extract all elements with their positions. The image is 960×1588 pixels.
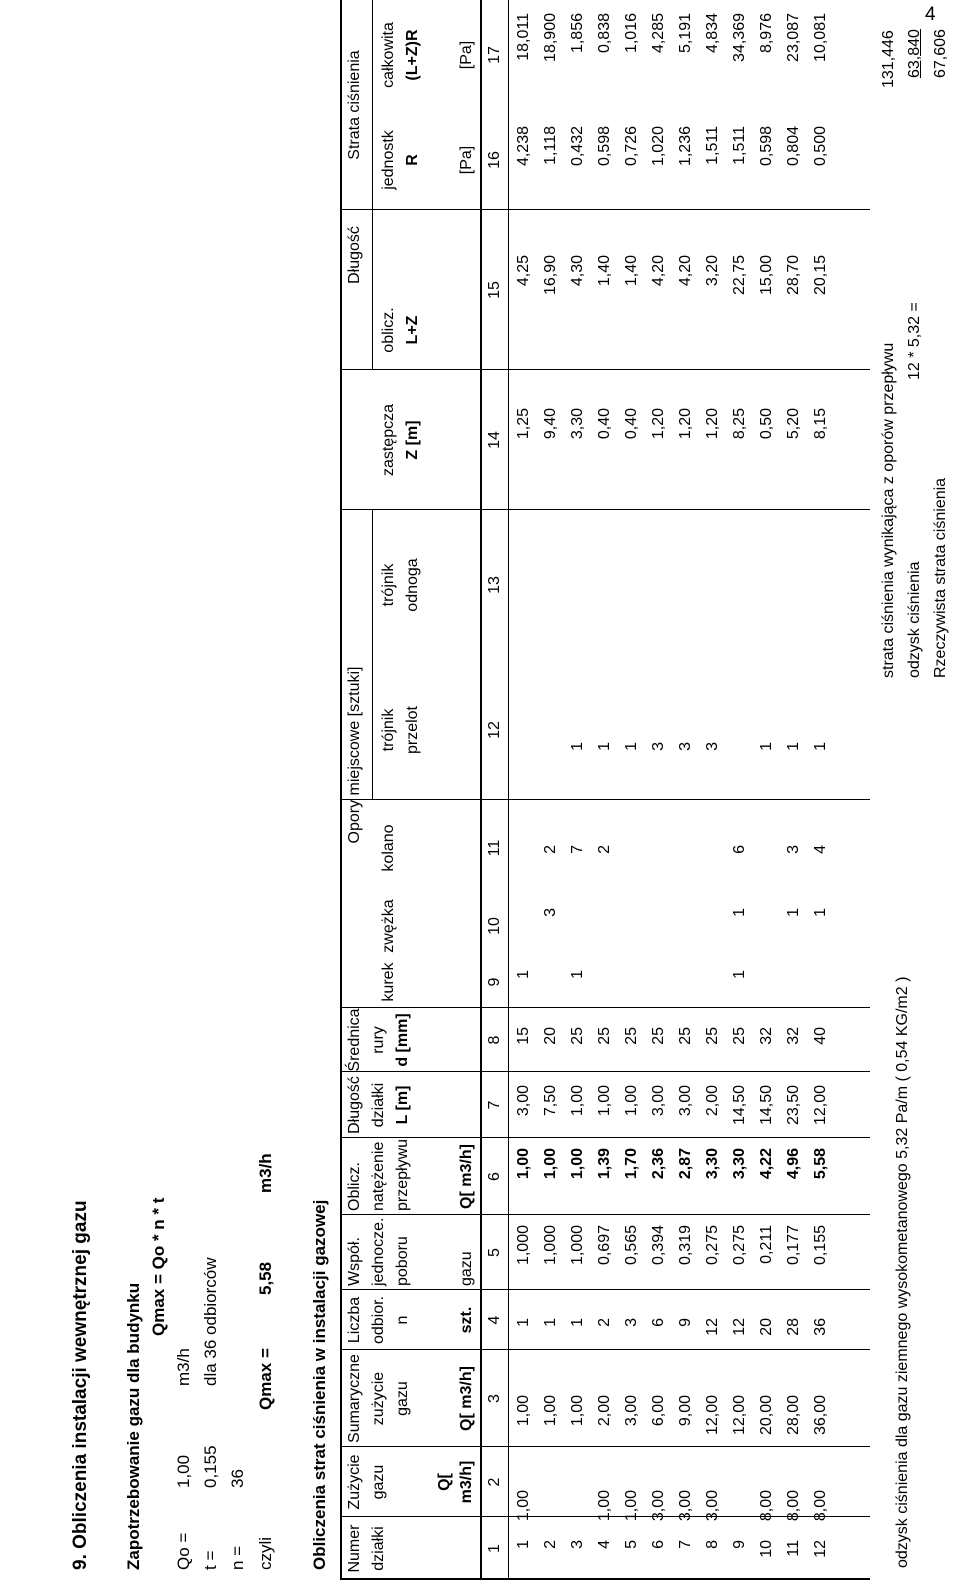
page-number: 4: [925, 4, 936, 25]
table-cell: 25: [677, 1027, 694, 1045]
table-cell: 12: [812, 1540, 829, 1558]
table-cell: 3: [677, 742, 694, 751]
table-cell: 15,00: [758, 255, 775, 296]
column-number-16: 16: [486, 151, 503, 169]
column-number-17: 17: [486, 46, 503, 64]
losses-table: [340, 0, 870, 1580]
table-cell: 16,90: [542, 255, 559, 296]
table-cell: 2,36: [650, 1148, 667, 1180]
table-cell: 36,00: [812, 1395, 829, 1436]
hdr-zuzycie-unit: m3/h]: [458, 1460, 475, 1504]
table-cell: 15: [515, 1027, 532, 1045]
hdr-L: L [m]: [394, 1085, 411, 1125]
table-cell: 1,70: [623, 1148, 640, 1180]
table-cell: 9,40: [542, 408, 559, 440]
table-cell: 1: [596, 742, 613, 751]
table-cell: 3,30: [569, 408, 586, 440]
column-number-4: 4: [486, 1315, 503, 1325]
table-cell: 0,155: [812, 1225, 829, 1266]
table-cell: 1: [731, 908, 748, 917]
table-cell: 11: [785, 1540, 802, 1557]
table-cell: 0,500: [812, 126, 829, 167]
table-cell: 1,00: [623, 1085, 640, 1117]
hdr-oblicz: Oblicz.: [346, 1162, 363, 1211]
hdr-gazu: gazu: [458, 1251, 475, 1286]
table-cell: 18,011: [515, 13, 532, 61]
hdr-opory: Opory miejscowe [sztuki]: [346, 666, 363, 844]
table-cell: 0,394: [650, 1225, 667, 1266]
table-cell: 9: [731, 1540, 748, 1549]
table-cell: 1,00: [515, 1148, 532, 1180]
table-cell: 1,016: [623, 13, 640, 54]
hdr-R-unit: [Pa]: [458, 145, 475, 175]
table-cell: 1,118: [542, 126, 559, 165]
hdr-dlugosc-group: Długość: [346, 226, 363, 284]
table-cell: 32: [758, 1027, 775, 1045]
table-cell: 25: [731, 1027, 748, 1045]
table-cell: 4,96: [785, 1148, 802, 1180]
odzysk-formula: 12 * 5,32 =: [906, 302, 923, 380]
hdr-oblicz-unit: Q[ m3/h]: [458, 1144, 475, 1209]
hdr-dzialki: działki: [370, 1526, 387, 1571]
table-cell: 7,50: [542, 1085, 559, 1117]
table-cell: 4: [812, 845, 829, 854]
hdr-oblicz2: oblicz.: [380, 307, 397, 353]
hdr-zuzycie-gazu: gazu: [370, 1464, 387, 1500]
column-number-1: 1: [486, 1544, 503, 1553]
table-cell: 1,40: [623, 255, 640, 287]
table-cell: 4,20: [650, 255, 667, 287]
table-cell: 14,50: [731, 1085, 748, 1126]
qo-value: 1,00: [174, 1454, 193, 1488]
table-cell: 1: [515, 970, 532, 979]
table-cell: 18,900: [542, 13, 559, 62]
table-cell: 1,236: [677, 126, 694, 167]
column-number-9: 9: [486, 977, 503, 987]
table-cell: 3: [623, 1318, 640, 1327]
table-cell: 28,00: [785, 1395, 802, 1436]
hdr-Z: Z [m]: [404, 420, 421, 460]
table-cell: 0,432: [569, 126, 586, 167]
t-value: 0,155: [201, 1445, 220, 1488]
table-cell: 0,726: [623, 126, 640, 167]
table-cell: 1,00: [515, 1490, 532, 1522]
table-cell: 0,565: [623, 1225, 640, 1266]
column-number-13: 13: [486, 576, 503, 594]
rzecz-value: 67,606: [932, 29, 949, 78]
table-cell: 3: [704, 742, 721, 751]
table-cell: 4,20: [677, 255, 694, 287]
table-cell: 8,976: [758, 13, 775, 54]
table-cell: 25: [704, 1027, 721, 1045]
hdr-srednica: Średnica: [346, 1008, 363, 1072]
table-cell: 1,40: [596, 255, 613, 287]
hdr-calkowita: całkowita: [380, 22, 397, 88]
table-cell: 25: [569, 1027, 586, 1045]
hdr-d: d [mm]: [394, 1013, 411, 1067]
table-cell: 3,20: [704, 255, 721, 287]
table-cell: 8: [704, 1540, 721, 1549]
table-cell: 25: [596, 1027, 613, 1045]
table-cell: 5,58: [812, 1148, 829, 1180]
hdr-sum-zuzycie: zużycie: [370, 1371, 387, 1426]
table-cell: 5,191: [677, 13, 694, 54]
hdr-sum-unit: Q[ m3/h]: [458, 1366, 475, 1431]
table-cell: 4,834: [704, 13, 721, 54]
table-cell: 4,238: [515, 126, 532, 167]
table-cell: 25: [623, 1027, 640, 1045]
table-cell: 2: [596, 845, 613, 854]
hdr-trojnik-odnoga-1: trójnik: [380, 563, 397, 607]
table-cell: 0,838: [596, 13, 613, 54]
table-cell: 8,00: [758, 1490, 775, 1522]
hdr-zastepcza: zastępcza: [380, 403, 397, 477]
table-cell: 1,000: [515, 1225, 532, 1266]
table-cell: 0,50: [758, 408, 775, 440]
column-number-8: 8: [486, 1035, 503, 1045]
table-cell: 4,30: [569, 255, 586, 287]
table-cell: 1: [785, 908, 802, 917]
table-cell: 1: [569, 742, 586, 751]
table-cell: 2: [542, 845, 559, 854]
column-number-14: 14: [486, 431, 503, 449]
table-cell: 1,00: [569, 1085, 586, 1117]
hdr-wspol: Współ.: [346, 1237, 363, 1286]
table-cell: 1,00: [596, 1490, 613, 1522]
table-cell: 0,697: [596, 1225, 613, 1266]
table-cell: 2,00: [704, 1085, 721, 1117]
czyli-label: czyli: [256, 1536, 275, 1570]
hdr-natezenie: natężenie: [370, 1141, 387, 1211]
qo-label: Qo =: [174, 1532, 193, 1570]
table-cell: 2,87: [677, 1148, 694, 1180]
table-cell: 4,285: [650, 13, 667, 54]
table-cell: 23,087: [785, 13, 802, 62]
table-cell: 0,40: [623, 408, 640, 440]
table-cell: 4,22: [758, 1148, 775, 1180]
table-cell: 8,25: [731, 408, 748, 440]
hdr-strata: Strata ciśnienia: [346, 50, 363, 160]
section-title: 9. Obliczenia instalacji wewnętrznej gazu: [70, 1200, 91, 1570]
hdr-dlugosc-dzialki: działki: [370, 1082, 387, 1128]
table-cell: 1: [569, 970, 586, 979]
table-cell: 6,00: [650, 1395, 667, 1427]
table-cell: 0,804: [785, 126, 802, 167]
table-cell: 1: [515, 1318, 532, 1327]
table-cell: 1: [542, 1318, 559, 1327]
table-cell: 8,00: [812, 1490, 829, 1522]
table-cell: 12,00: [812, 1085, 829, 1126]
table-cell: 20,00: [758, 1395, 775, 1436]
table-cell: 25: [650, 1027, 667, 1045]
table-cell: 3,00: [623, 1395, 640, 1427]
hdr-poboru: poboru: [394, 1236, 411, 1286]
table-cell: 1,25: [515, 408, 532, 440]
table-cell: 20: [542, 1027, 559, 1045]
hdr-trojnik-odnoga-2: odnoga: [404, 558, 421, 612]
hdr-LZR: (L+Z)R: [404, 29, 421, 81]
hdr-dlugosc: Długość: [346, 1076, 363, 1134]
table-cell: 4: [596, 1540, 613, 1549]
table-cell: 22,75: [731, 255, 748, 296]
table-cell: 12,00: [731, 1395, 748, 1436]
table-cell: 0,177: [785, 1225, 802, 1266]
hdr-n: n: [394, 1315, 411, 1325]
table-cell: 8,15: [812, 408, 829, 440]
table-cell: 1,20: [704, 408, 721, 440]
column-number-15: 15: [486, 281, 503, 299]
hdr-LZR-unit: [Pa]: [458, 40, 475, 70]
table-cell: 14,50: [758, 1085, 775, 1126]
table-cell: 9,00: [677, 1395, 694, 1427]
table-cell: 3,00: [650, 1085, 667, 1117]
table-cell: 0,211: [758, 1225, 775, 1264]
column-number-11: 11: [486, 839, 503, 857]
hdr-liczba: Liczba: [346, 1296, 363, 1344]
table-cell: 2,00: [596, 1395, 613, 1427]
table-cell: 3,30: [704, 1148, 721, 1180]
demand-formula: Qmax = Qo * n * t: [149, 1197, 168, 1336]
table-cell: 1: [569, 1318, 586, 1327]
table-cell: 0,598: [758, 126, 775, 167]
strata-label: strata ciśnienia wynikająca z oporów przepływu: [880, 342, 897, 678]
table-cell: 0,319: [677, 1225, 694, 1266]
demand-heading: Zapotrzebowanie gazu dla budynku: [124, 1282, 143, 1570]
table-cell: 1,856: [569, 13, 586, 54]
table-cell: 28,70: [785, 255, 802, 296]
hdr-trojnik-przelot-2: przelot: [404, 705, 421, 755]
table-cell: 1: [731, 970, 748, 979]
table-cell: 7: [677, 1540, 694, 1549]
table-cell: 0,275: [704, 1225, 721, 1266]
n-value: 36: [228, 1469, 247, 1488]
qmax-label: Qmax =: [256, 1348, 275, 1410]
table-cell: 20,15: [812, 255, 829, 296]
table-cell: 0,40: [596, 408, 613, 440]
hdr-numer: Numer: [346, 1524, 363, 1573]
table-cell: 3,00: [677, 1085, 694, 1117]
hdr-rury: rury: [370, 1026, 387, 1054]
losses-heading: Obliczenia strat ciśnienia w instalacji gazowej: [310, 1199, 329, 1570]
table-cell: 4,25: [515, 255, 532, 287]
table-cell: 1,00: [623, 1490, 640, 1522]
table-cell: 28: [785, 1318, 802, 1336]
table-cell: 1: [515, 1540, 532, 1549]
odzysk-label: odzysk ciśnienia: [906, 561, 923, 678]
t-note: dla 36 odbiorców: [201, 1257, 220, 1386]
table-cell: 1,020: [650, 126, 667, 167]
table-cell: 8,00: [785, 1490, 802, 1522]
column-number-10: 10: [486, 917, 503, 935]
table-cell: 3: [542, 908, 559, 917]
table-cell: 1: [812, 908, 829, 917]
table-cell: 1,511: [731, 126, 748, 165]
table-cell: 3,00: [704, 1490, 721, 1522]
hdr-jednocze: jednocze.: [370, 1217, 387, 1286]
odzysk-value: 63,840: [906, 29, 923, 78]
table-cell: 3: [785, 845, 802, 854]
hdr-trojnik-przelot-1: trójnik: [380, 708, 397, 752]
table-cell: 7: [569, 845, 586, 854]
column-number-6: 6: [486, 1172, 503, 1181]
table-cell: 6: [650, 1540, 667, 1549]
table-cell: 1,00: [542, 1395, 559, 1427]
column-number-2: 2: [486, 1477, 503, 1487]
qo-unit: m3/h: [174, 1348, 193, 1386]
table-cell: 3,00: [515, 1085, 532, 1117]
table-cell: 1,00: [569, 1395, 586, 1427]
table-cell: 23,50: [785, 1085, 802, 1126]
table-cell: 34,369: [731, 13, 748, 62]
column-number-7: 7: [486, 1100, 503, 1110]
hdr-zwezka: zwężka: [380, 899, 397, 953]
table-cell: 1: [812, 742, 829, 751]
hdr-sumaryczne: Sumaryczne: [346, 1354, 363, 1443]
table-cell: 20: [758, 1318, 775, 1336]
table-cell: 1,00: [569, 1148, 586, 1180]
table-cell: 3: [650, 742, 667, 751]
table-cell: 6: [731, 845, 748, 854]
table-cell: 36: [812, 1318, 829, 1336]
table-cell: 5: [623, 1540, 640, 1549]
hdr-jednostk: jednostk: [380, 130, 397, 190]
column-number-5: 5: [486, 1248, 503, 1257]
hdr-zuzycie: Zużycie: [346, 1454, 363, 1510]
table-cell: 1: [758, 742, 775, 751]
strata-value: 131,446: [880, 30, 897, 88]
table-cell: 1,39: [596, 1148, 613, 1180]
table-cell: 12: [731, 1318, 748, 1336]
hdr-kolano: kolano: [380, 824, 397, 872]
table-cell: 5,20: [785, 408, 802, 440]
hdr-R: R: [404, 154, 421, 166]
hdr-zuzycie-q: Q[: [436, 1473, 453, 1491]
table-cell: 1,20: [650, 408, 667, 440]
table-cell: 1,00: [596, 1085, 613, 1117]
table-cell: 12,00: [704, 1395, 721, 1436]
table-cell: 12: [704, 1318, 721, 1336]
hdr-kurek: kurek: [380, 962, 397, 1002]
table-cell: 2: [596, 1318, 613, 1327]
t-label: t =: [201, 1550, 220, 1570]
table-cell: 2: [542, 1540, 559, 1549]
hdr-LZ: L+Z: [404, 315, 421, 345]
hdr-przeplywu: przepływu: [394, 1138, 411, 1211]
table-cell: 10,081: [812, 13, 829, 62]
table-cell: 3,30: [731, 1148, 748, 1180]
column-number-3: 3: [486, 1394, 503, 1403]
table-cell: 1,00: [515, 1395, 532, 1427]
table-cell: 3,00: [677, 1490, 694, 1522]
table-cell: 9: [677, 1318, 694, 1327]
table-cell: 1,000: [542, 1225, 559, 1266]
qmax-value: 5,58: [256, 1261, 275, 1295]
table-cell: 0,598: [596, 126, 613, 167]
table-cell: 1,00: [542, 1148, 559, 1180]
rzecz-label: Rzeczywista strata ciśnienia: [932, 477, 949, 678]
odzysk-note: odzysk ciśnienia dla gazu ziemnego wysokometanowego 5,32 Pa/m ( 0,54 KG/m2 ): [894, 976, 911, 1568]
n-label: n =: [228, 1545, 247, 1570]
qmax-unit: m3/h: [256, 1153, 275, 1193]
table-cell: 32: [785, 1027, 802, 1045]
table-cell: 1: [785, 742, 802, 751]
hdr-sum-gazu: gazu: [394, 1381, 411, 1416]
column-number-12: 12: [486, 721, 503, 739]
table-cell: 6: [650, 1318, 667, 1327]
table-cell: 3,00: [650, 1490, 667, 1522]
table-cell: 1,511: [704, 126, 721, 165]
hdr-szt: szt.: [458, 1306, 475, 1334]
table-cell: 3: [569, 1540, 586, 1549]
table-cell: 40: [812, 1027, 829, 1045]
table-cell: 1,20: [677, 408, 694, 440]
table-cell: 0,275: [731, 1225, 748, 1266]
table-cell: 1,000: [569, 1225, 586, 1266]
table-cell: 10: [758, 1540, 775, 1558]
hdr-odbior: odbior.: [370, 1295, 387, 1345]
table-cell: 1: [623, 742, 640, 751]
